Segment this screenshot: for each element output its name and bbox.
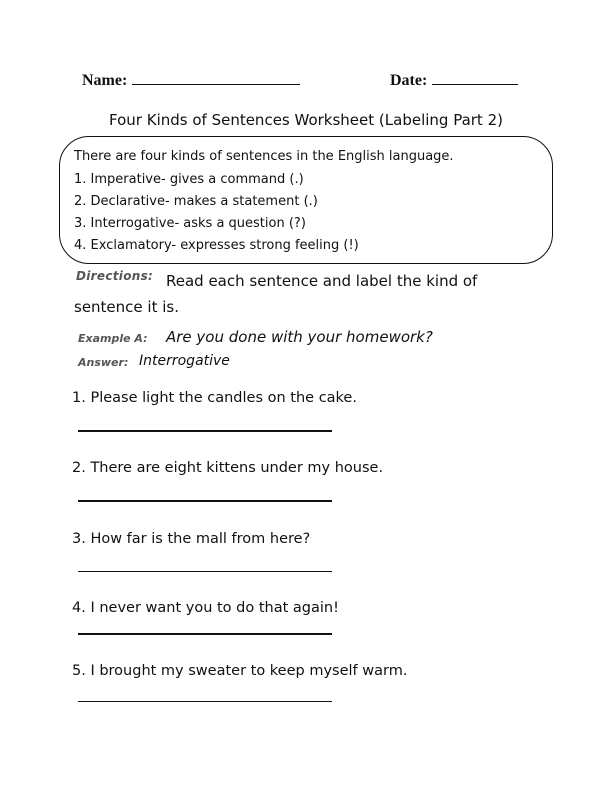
answer-label: Answer: [78,356,129,369]
answer-line-3[interactable] [78,571,332,572]
worksheet-title: Four Kinds of Sentences Worksheet (Labeling Part 2) [109,111,503,129]
date-field[interactable] [390,72,518,90]
info-kind-declarative: 2. Declarative- makes a statement (.) [74,194,318,209]
date-blank-line[interactable] [432,83,518,85]
question-5: 5. I brought my sweater to keep myself warm. [72,663,408,679]
directions-text [74,268,544,320]
name-blank-line[interactable] [132,83,300,85]
question-1: 1. Please light the candles on the cake. [72,390,357,406]
question-4: 4. I never want you to do that again! [72,600,339,616]
info-kind-imperative: 1. Imperative- gives a command (.) [74,172,304,187]
info-intro: There are four kinds of sentences in the English language. [74,149,454,164]
directions-body: Read each sentence and label the kind of sentence it is. [74,272,478,316]
answer-line-1[interactable] [78,430,332,432]
name-field[interactable] [82,72,300,90]
info-kind-interrogative: 3. Interrogative- asks a question (?) [74,216,306,231]
date-label: Date: [390,72,428,89]
info-kind-exclamatory: 4. Exclamatory- expresses strong feeling (!) [74,238,359,253]
answer-line-5[interactable] [78,701,332,702]
answer-line-4[interactable] [78,633,332,635]
name-label: Name: [82,72,128,89]
example-sentence: Are you done with your homework? [166,328,433,346]
example-answer: Interrogative [139,353,230,369]
question-2: 2. There are eight kittens under my house. [72,460,384,476]
example-label: Example A: [78,332,148,345]
directions-label: Directions: [76,269,154,283]
answer-line-2[interactable] [78,500,332,502]
question-3: 3. How far is the mall from here? [72,531,311,547]
